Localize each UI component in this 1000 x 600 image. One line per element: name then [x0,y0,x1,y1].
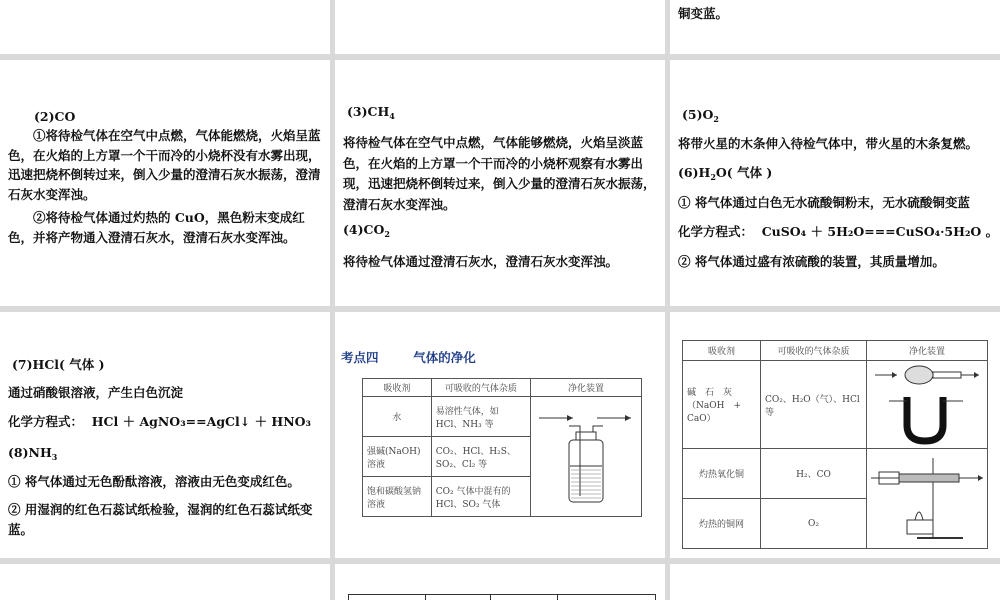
section-number: 考点四 [341,350,379,365]
bottom-table-divider [557,594,558,600]
purification-table [362,378,642,517]
purification-table-2 [682,340,988,549]
section-title [341,348,476,368]
impurity-cell: CO₂、H₂O（气）、HCl 等 [760,361,866,449]
panel-co [0,60,330,306]
absorbent-cell: 灼热的铜网 [683,499,761,549]
copper-blue-text: 铜变蓝。 [678,6,729,21]
hcl-heading: (7)HCl( 气体 ) [12,357,105,372]
o2-paragraph: 将带火星的木条伸入待检气体中，带火星的木条复燃。 [678,136,979,151]
drying-tube-cell [867,361,988,449]
panel-ch4 [335,60,665,306]
absorbent-cell: 水 [363,397,432,437]
col-header-impurity: 可吸收的气体杂质 [760,341,866,361]
col-header-absorbent: 吸收剂 [363,379,432,397]
impurity-cell: CO₂、HCl、H₂S、SO₂、Cl₂ 等 [431,437,530,477]
panel-purification [335,312,665,558]
absorbent-cell: 灼热氧化铜 [683,449,761,499]
bottom-table-edge [348,594,656,600]
bottom-table-divider [425,594,426,600]
panel-bottom-right [670,564,1000,600]
co-heading: (2)CO [34,109,76,124]
absorbent-cell: 碱 石 灰（NaOH + CaO） [683,361,761,449]
co-paragraph-2: ②将待检气体通过灼热的 CuO，黑色粉末变成红色，并将产物通入澄清石灰水，澄清石灰水变浑浊。 [8,210,305,245]
col-header-device: 净化装置 [867,341,988,361]
nh3-heading: $(8)NH_3$ [8,445,58,462]
panel-o2-h2o [670,60,1000,306]
hcl-paragraph: 通过硝酸银溶液，产生白色沉淀 [8,385,184,400]
panel-top-left [0,0,330,54]
co-paragraph-1: ①将待检气体在空气中点燃，气体能燃烧，火焰呈蓝色，在火焰的上方罩一个干而冷的小烧杯没有水雾出现，迅速把烧杯倒转过来，倒入少量的澄清石灰水振荡，澄清石灰水变浑浊。 [8,128,321,202]
co2-paragraph: 将待检气体通过澄清石灰水，澄清石灰水变浑浊。 [343,254,619,269]
hcl-equation: 化学方程式： HCl ＋ AgNO₃==AgCl↓ ＋ HNO₃ [8,414,312,429]
section-name: 气体的净化 [413,350,476,365]
h2o-paragraph-1: ① 将气体通过白色无水硫酸铜粉末，无水硫酸铜变蓝 [678,195,970,210]
col-header-device: 净化装置 [531,379,642,397]
bottom-table-divider [490,594,491,600]
panel-bottom-left [0,564,330,600]
impurity-cell: 易溶性气体，如 HCl、NH₃ 等 [431,397,530,437]
panel-purification-2 [670,312,1000,558]
h2o-heading: $(6)H_2O$( 气体 ) [678,165,773,182]
panel-top-right [670,0,1000,54]
h2o-paragraph-2: ② 将气体通过盛有浓硫酸的装置，其质量增加。 [678,254,945,269]
panel-top-middle [335,0,665,54]
panel-hcl-nh3 [0,312,330,558]
impurity-cell: H₂、CO [760,449,866,499]
h2o-equation: 化学方程式： CuSO₄ ＋ 5H₂O===CuSO₄·5H₂O 。 [678,224,999,239]
col-header-impurity: 可吸收的气体杂质 [431,379,530,397]
heated-tube-cell [867,449,988,549]
panel-bottom-middle [335,564,665,600]
impurity-cell: CO₂ 气体中混有的 HCl、SO₂ 气体 [431,477,530,517]
absorbent-cell: 饱和碳酸氢钠溶液 [363,477,432,517]
heated-tube-icon [867,450,987,544]
impurity-cell: O₂ [760,499,866,549]
ch4-paragraph: 将待检气体在空气中点燃，气体能够燃烧，火焰呈淡蓝色，在火焰的上方罩一个干而冷的小烧杯观察有水雾出现，迅速把烧杯倒转过来，倒入少量的澄清石灰水振荡，澄清石灰水变浑浊。 [343,135,656,212]
drying-tube-icon [867,361,987,445]
nh3-paragraph-2: ② 用湿润的红色石蕊试纸检验，湿润的红色石蕊试纸变蓝。 [8,502,313,537]
o2-heading: $(5)O_2$ [682,107,719,124]
wash-bottle-icon [531,400,641,510]
absorbent-cell: 强碱(NaOH)溶液 [363,437,432,477]
nh3-paragraph-1: ① 将气体通过无色酚酞溶液，溶液由无色变成红色。 [8,474,300,489]
wash-bottle-cell [531,397,642,517]
col-header-absorbent: 吸收剂 [683,341,761,361]
ch4-heading: $(3)CH_4$ [347,104,395,121]
co2-heading: $(4)CO_2$ [343,222,390,239]
